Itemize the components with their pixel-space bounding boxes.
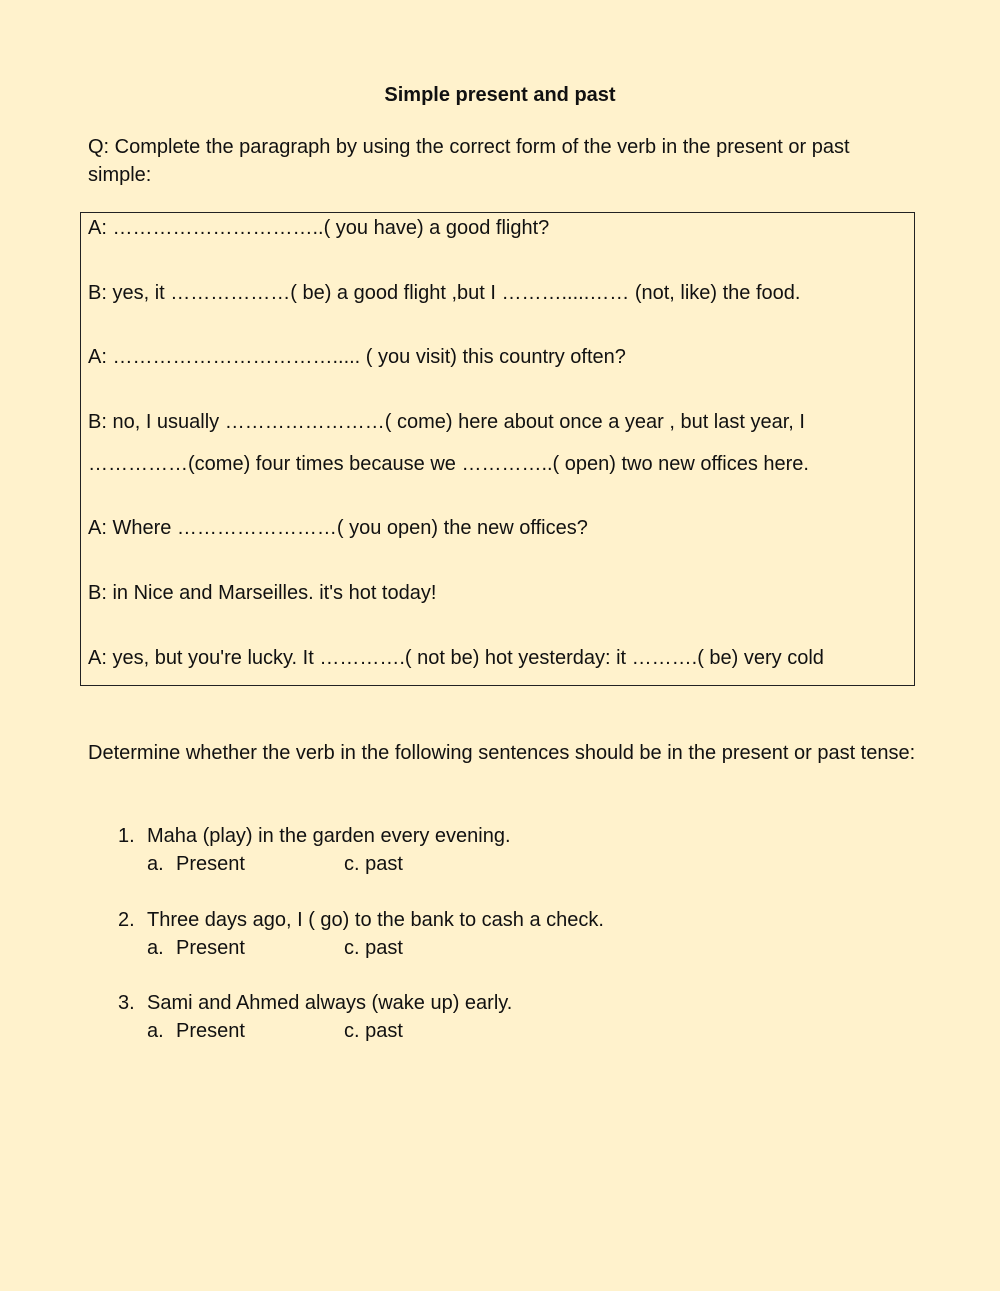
item-choices [147, 850, 403, 878]
dialogue-line: B: yes, it ………………( be) a good flight ,but I ……….....…… (not, like) the food. [88, 282, 801, 304]
dialogue-line: A: yes, but you're lucky. It ………….( not be) hot yesterday: it ……….( be) very cold [88, 647, 824, 669]
option-a: Present [176, 937, 245, 959]
option-a: Present [176, 853, 245, 875]
item-choices [147, 1017, 403, 1045]
option-a-letter: a. [147, 937, 164, 959]
question-instruction: Q: Complete the paragraph by using the correct form of the verb in the present or past simple: [88, 136, 850, 186]
option-a: Present [176, 1020, 245, 1042]
item-sentence: Sami and Ahmed always (wake up) early. [147, 992, 513, 1014]
item-number: 1. [118, 825, 135, 847]
exercise-item [118, 989, 512, 1017]
item-number: 2. [118, 909, 135, 931]
item-sentence: Maha (play) in the garden every evening. [147, 825, 511, 847]
option-a-letter: a. [147, 1020, 164, 1042]
exercise-item [118, 906, 604, 934]
page-title: Simple present and past [384, 84, 616, 106]
option-c: c. past [344, 853, 403, 875]
item-number: 3. [118, 992, 135, 1014]
dialogue-line: A: ……………………………..... ( you visit) this country often? [88, 346, 626, 368]
option-c: c. past [344, 1020, 403, 1042]
dialogue-box [80, 212, 915, 686]
dialogue-line: A: Where ……………………( you open) the new offices? [88, 517, 588, 539]
section2-instruction: Determine whether the verb in the following sentences should be in the present or past tense: [88, 742, 916, 764]
item-sentence: Three days ago, I ( go) to the bank to cash a check. [147, 909, 604, 931]
option-a-letter: a. [147, 853, 164, 875]
dialogue-line: B: in Nice and Marseilles. it's hot today! [88, 582, 437, 604]
dialogue-line: A: …………………………..( you have) a good flight? [88, 217, 550, 239]
exercise-item [118, 822, 511, 850]
dialogue-line: B: no, I usually ……………………( come) here about once a year , but last year, I [88, 411, 805, 433]
dialogue-line: ……………(come) four times because we …………..( open) two new offices here. [88, 453, 809, 475]
option-c: c. past [344, 937, 403, 959]
item-choices [147, 934, 403, 962]
